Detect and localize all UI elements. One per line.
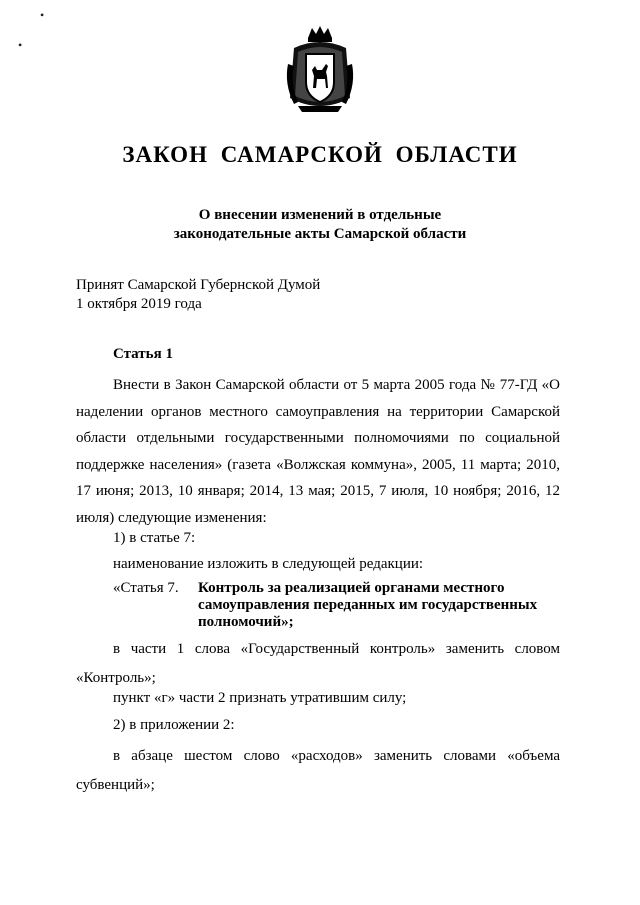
adoption-date: 1 октября 2019 года	[76, 296, 202, 312]
scan-mark: •	[18, 38, 23, 52]
article-7-heading: Контроль за реализацией органами местного самоуправления переданных им государственных полномочий»;	[198, 580, 538, 630]
article-7-label: «Статья 7.	[113, 580, 179, 596]
item-1: 1) в статье 7:	[113, 530, 196, 546]
subtitle-line: О внесении изменений в отдельные	[198, 207, 442, 223]
law-subtitle	[0, 206, 640, 244]
item-1-sub: наименование изложить в следующей редакции:	[113, 556, 424, 572]
paragraph-amendment-intro: Внести в Закон Самарской области от 5 марта 2005 года № 77-ГД «О наделении органов местного самоуправления на территории Самарской области отдельными государственными полномочиями по социальной поддержке населения» (газета «Волжская коммуна», 2005, 11 марта; 2010, 17 июня; 2013, 10 января; 2014, 13 мая; 2015, 7 июля, 10 ноября; 2016, 12 июля) следующие изменения:	[76, 377, 560, 526]
coat-of-arms-icon	[284, 24, 356, 114]
adopted-by: Принят Самарской Губернской Думой	[76, 277, 321, 293]
part-1-change: в части 1 слова «Государственный контроль» заменить словом «Контроль»;	[76, 641, 560, 686]
item-2: 2) в приложении 2:	[113, 717, 235, 733]
law-title: ЗАКОН САМАРСКОЙ ОБЛАСТИ	[122, 142, 518, 167]
adoption-info	[76, 276, 320, 314]
subtitle-line: законодательные акты Самарской области	[173, 226, 467, 242]
scan-mark: •	[40, 8, 45, 22]
point-g-change: пункт «г» части 2 признать утратившим силу;	[113, 690, 407, 706]
paragraph-6-change: в абзаце шестом слово «расходов» заменить словами «объема субвенций»;	[76, 748, 560, 793]
article-heading: Статья 1	[113, 346, 173, 362]
